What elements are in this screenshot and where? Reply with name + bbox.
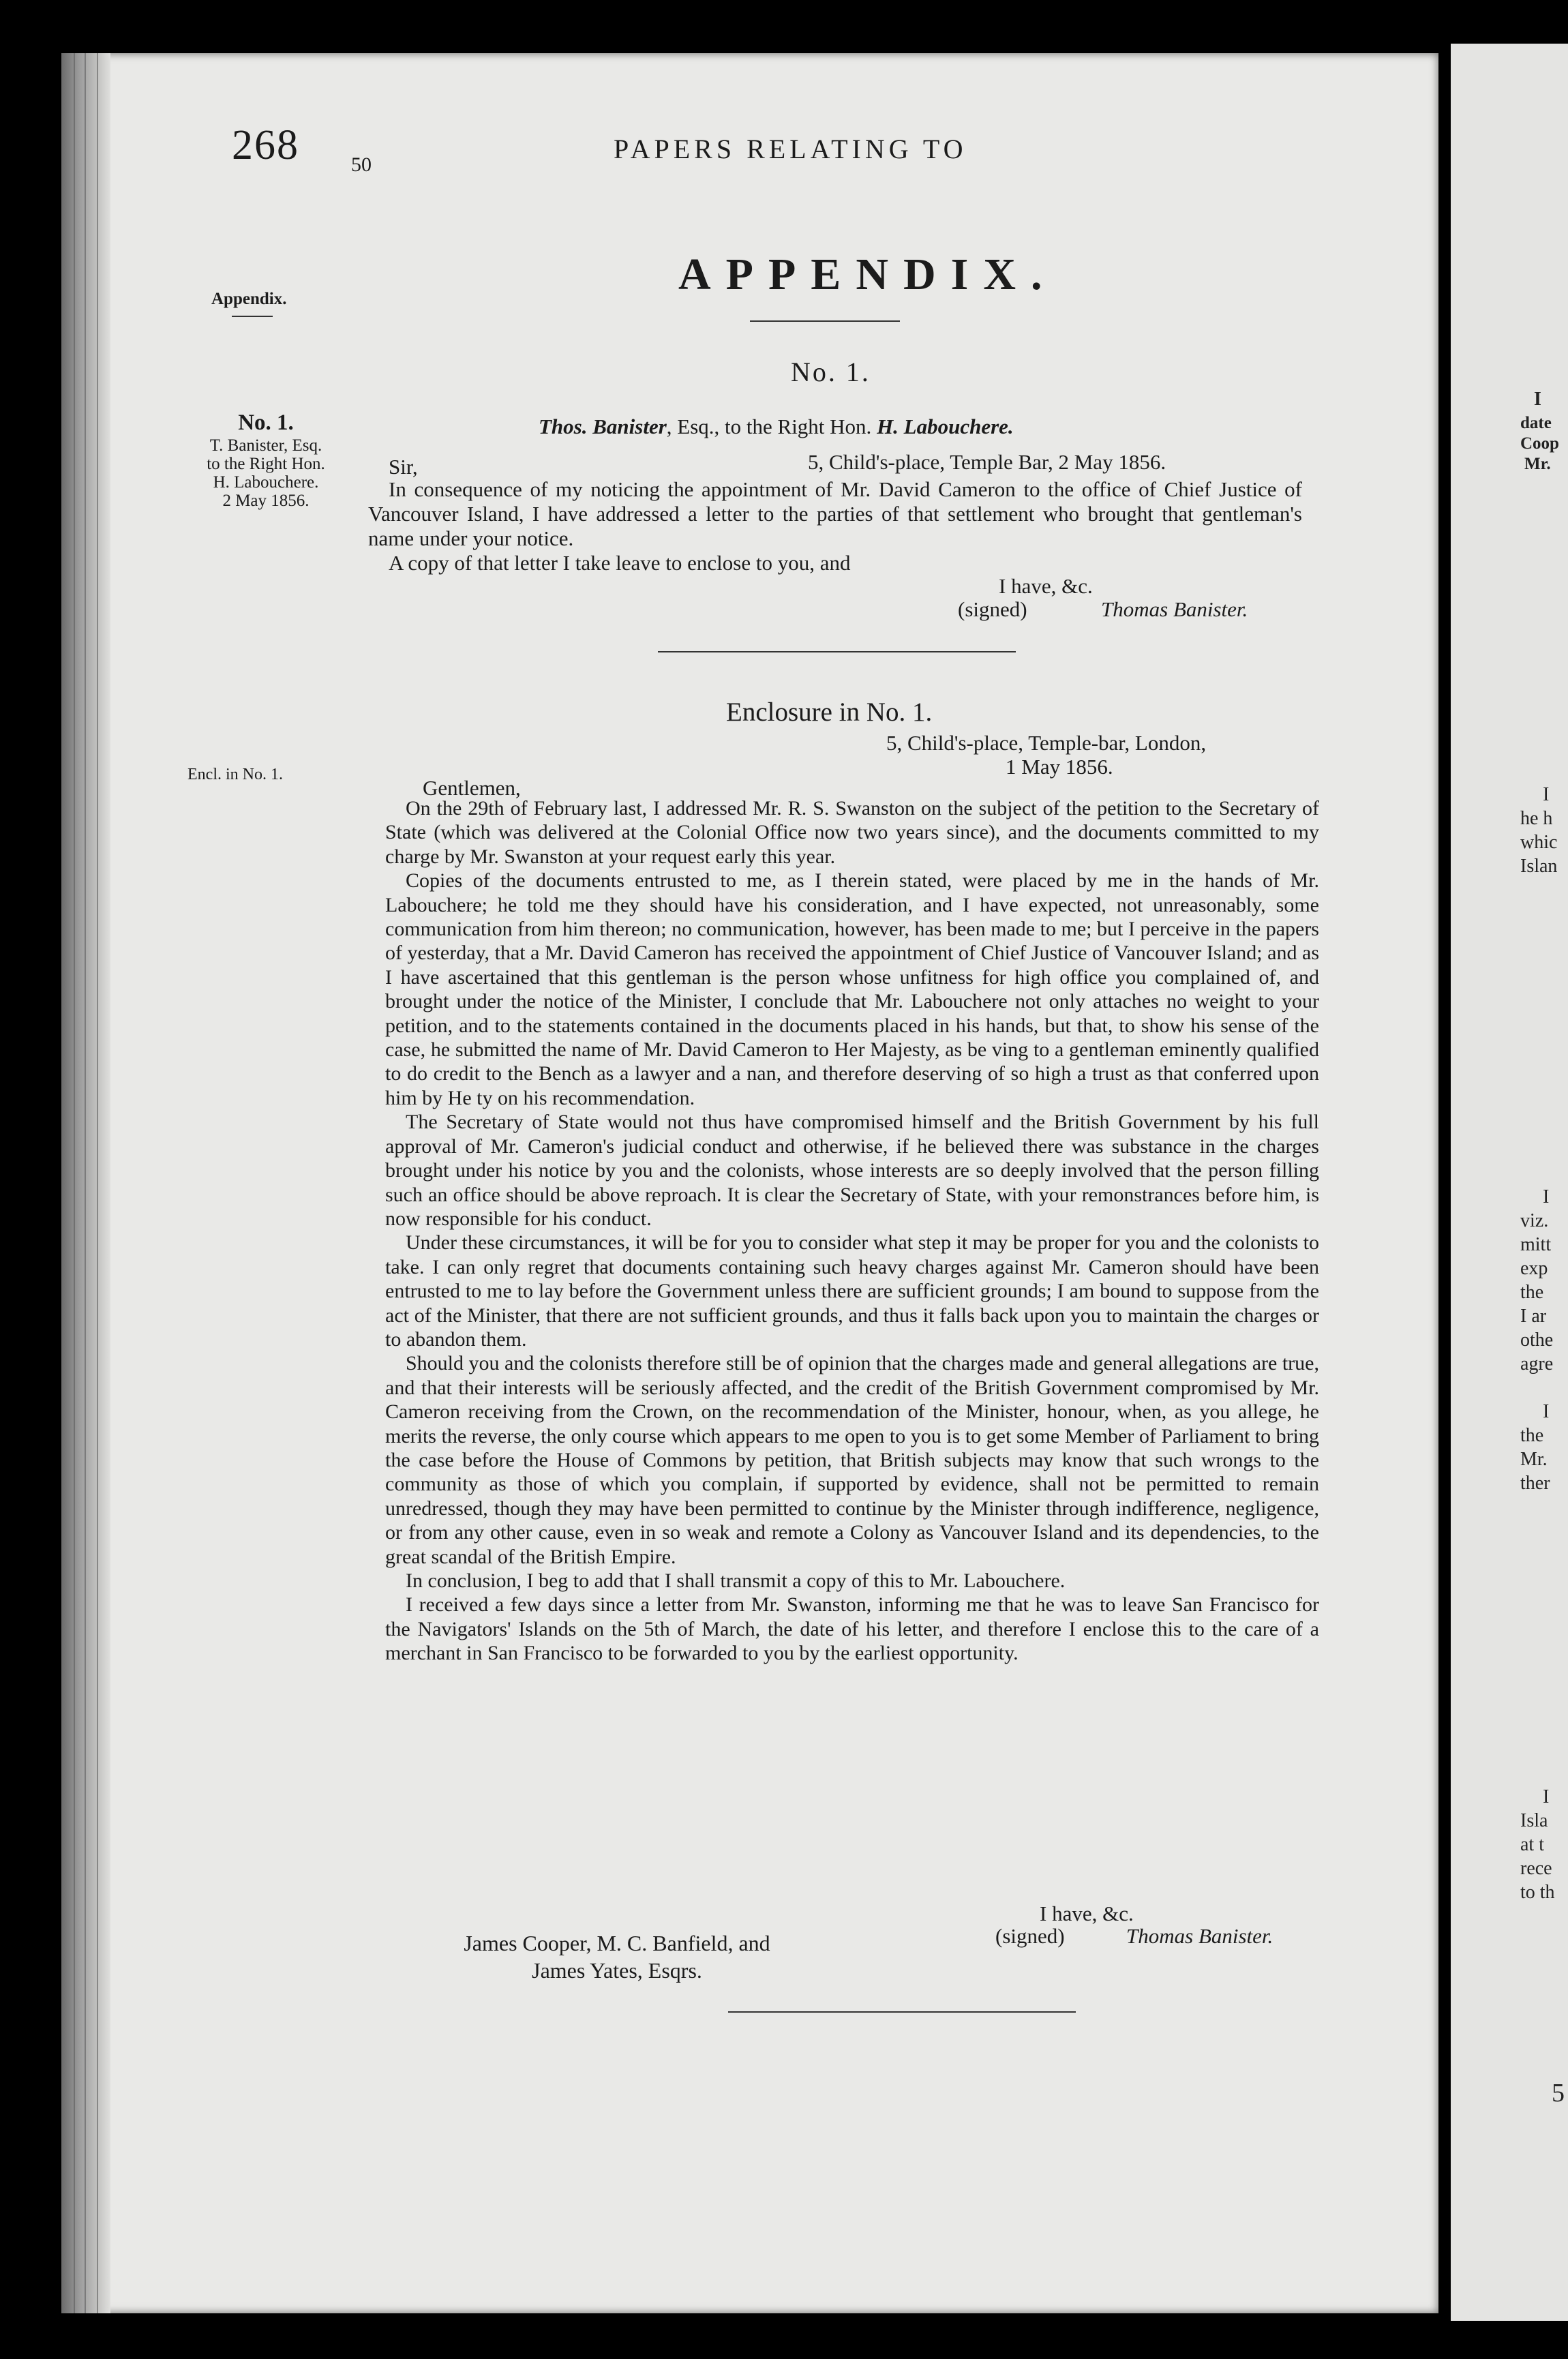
adjacent-text: I xyxy=(1534,389,1541,410)
letter-closing: I have, &c. xyxy=(999,574,1093,598)
margin-note-line: H. Labouchere. xyxy=(213,473,319,492)
page-number: 268 xyxy=(232,122,299,168)
letter-title-middle: , Esq., to the Right Hon. xyxy=(666,415,877,438)
section-title: APPENDIX. xyxy=(678,250,1057,299)
adjacent-text: othe xyxy=(1520,1329,1554,1351)
folio-number: 50 xyxy=(351,153,372,176)
adjacent-text: Mr. xyxy=(1520,1449,1548,1470)
enclosure-address: 5, Child's-place, Temple-bar, London, xyxy=(886,731,1207,755)
enclosure-paragraph: Copies of the documents entrusted to me, as I therein stated, were placed by me in the hands of Mr. Labouchere; he told me they should have his consideration, and I have expected, not unreasonably, some communication from him thereon; no communication, however, has been made to me; but I perceive in the papers of yesterday, that a Mr. David Cameron has received the appointment of Chief Justice of Vancouver Island; and as I have ascertained that this gentleman is the person whose unfitness for high office you complained of, and brought under the notice of the Minister, I conclude that Mr. Labouchere not only attaches no weight to your petition, and to the statements contained in the documents placed in his hands, but that, to show his sense of the case, he submitted the name of Mr. David Cameron to Her Majesty, as be ving to a gentleman eminently qualified to do credit to the Bench as a lawyer and a nan, and therefore deserving of so high a trust as that conferred upon him by He ty on his recommendation. xyxy=(385,869,1319,1109)
adjacent-text: Mr. xyxy=(1524,455,1551,473)
section-divider xyxy=(658,651,1016,652)
margin-rule xyxy=(232,316,273,317)
letter-title xyxy=(539,415,1014,439)
letter-salutation: Sir, xyxy=(389,455,418,479)
enclosure-paragraph: On the 29th of February last, I addressed Mr. R. S. Swanston on the subject of the petition to the Secretary of State (which was delivered at the Colonial Office now two years since), and the documents committed to my charge by Mr. Swanston at your request early this year. xyxy=(385,797,1319,868)
adjacent-text: Isla xyxy=(1520,1810,1548,1831)
margin-note-title: No. 1. xyxy=(238,410,294,435)
adjacent-text: the xyxy=(1520,1425,1544,1446)
adjacent-page-number: 5 xyxy=(1552,2079,1565,2107)
page-gutter xyxy=(61,53,110,2313)
adjacent-text: agre xyxy=(1520,1353,1554,1374)
title-rule xyxy=(750,320,900,322)
adjacent-text: viz. xyxy=(1520,1210,1549,1231)
adjacent-text: Coop xyxy=(1520,434,1559,453)
adjacent-text: at t xyxy=(1520,1834,1544,1855)
letter-signed-label: (signed) xyxy=(958,597,1027,621)
enclosure-paragraph: Under these circumstances, it will be for you to consider what step it may be proper for you and the colonists to take. I can only regret that documents containing such heavy charges against Mr. Cameron should have been entrusted to me to lay before the Government unless there are sufficient grounds; I am bound to suppose from the act of the Minister, that there are not sufficient grounds, and thus it falls back upon you to maintain the charges or to abandon them. xyxy=(385,1231,1319,1351)
letter-recipient: H. Labouchere. xyxy=(877,415,1014,438)
margin-enclosure-label: Encl. in No. 1. xyxy=(187,766,283,783)
enclosure-paragraph: The Secretary of State would not thus have compromised himself and the British Government by his full approval of Mr. Cameron's judicial conduct and otherwise, if he believed there was substance in the charges brought under his notice by you and the colonists, whose interests are so deeply involved that the person filling such an office should be above reproach. It is clear the Secretary of State, with your remonstrances before him, is now responsible for his conduct. xyxy=(385,1111,1319,1230)
addressee-line: James Cooper, M. C. Banfield, and xyxy=(464,1931,770,1955)
enclosure-date: 1 May 1856. xyxy=(1006,755,1113,779)
enclosure-salutation: Gentlemen, xyxy=(423,776,521,800)
running-header: PAPERS RELATING TO xyxy=(614,134,967,164)
adjacent-text: Islan xyxy=(1520,856,1558,877)
adjacent-text: to th xyxy=(1520,1882,1555,1903)
adjacent-text: mitt xyxy=(1520,1234,1552,1255)
adjacent-text: ther xyxy=(1520,1473,1550,1494)
letter-paragraph: A copy of that letter I take leave to enclose to you, and xyxy=(389,551,851,575)
letter-signature: Thomas Banister. xyxy=(1101,597,1248,621)
adjacent-text: he h xyxy=(1520,808,1553,829)
adjacent-text: I xyxy=(1543,784,1550,805)
enclosure-paragraph: In conclusion, I beg to add that I shall transmit a copy of this to Mr. Labouchere. xyxy=(406,1569,1066,1592)
adjacent-text: whic xyxy=(1520,832,1558,853)
enclosure-addressee xyxy=(426,1929,808,1984)
addressee-line: James Yates, Esqrs. xyxy=(532,1958,702,1983)
letter-sender: Thos. Banister xyxy=(539,415,667,438)
adjacent-text: date xyxy=(1520,414,1552,432)
adjacent-page xyxy=(1451,44,1568,2321)
adjacent-text: exp xyxy=(1520,1258,1548,1279)
enclosure-paragraph: Should you and the colonists therefore still be of opinion that the charges made and general allegations are true, and that their interests will be seriously affected, and the credit of the British Government compromised by Mr. Cameron receiving from the Crown, on the recommendation of the Minister, honour, when, as you allege, he merits the reverse, the only course which appears to me open to you is to get some Member of Parliament to bring the case before the House of Commons by petition, that British subjects may know that such wrongs to the community as those of which you complain, if supported by evidence, shall not be permitted to remain unredressed, though they may have been permitted to continue by the Minister through indifference, negligence, or from any other cause, even in so weak and remote a Colony as Vancouver Island and its dependencies, to the great scandal of the British Empire. xyxy=(385,1352,1319,1568)
adjacent-text: I xyxy=(1543,1186,1550,1207)
letter-address: 5, Child's-place, Temple Bar, 2 May 1856. xyxy=(808,450,1166,474)
adjacent-text: rece xyxy=(1520,1858,1552,1879)
margin-note xyxy=(170,409,361,510)
adjacent-text: I xyxy=(1543,1401,1550,1422)
letter-body xyxy=(368,477,1302,575)
margin-note-line: 2 May 1856. xyxy=(222,492,310,510)
letter-paragraph: In consequence of my noticing the appointment of Mr. David Cameron to the office of Chief Justice of Vancouver Island, I have addressed a letter to the parties of that settlement who brought that gentleman's name under your notice. xyxy=(368,477,1302,550)
adjacent-text: I ar xyxy=(1520,1306,1547,1327)
adjacent-text: I xyxy=(1543,1786,1550,1807)
enclosure-body xyxy=(385,796,1319,1666)
margin-note-line: to the Right Hon. xyxy=(207,455,325,473)
letter-heading: No. 1. xyxy=(791,357,871,387)
margin-appendix-label: Appendix. xyxy=(211,290,287,308)
adjacent-text: the xyxy=(1520,1282,1544,1303)
margin-note-line: T. Banister, Esq. xyxy=(209,436,322,455)
enclosure-signature: Thomas Banister. xyxy=(1126,1924,1273,1948)
enclosure-closing: I have, &c. xyxy=(1040,1902,1134,1925)
enclosure-signed-label: (signed) xyxy=(995,1924,1065,1948)
end-rule xyxy=(728,2011,1076,2013)
enclosure-heading: Enclosure in No. 1. xyxy=(726,697,933,727)
enclosure-paragraph: I received a few days since a letter from Mr. Swanston, informing me that he was to leave San Francisco for the Navigators' Islands on the 5th of March, the date of his letter, and therefore I enclose this to the care of a merchant in San Francisco to be forwarded to you by the earliest opportunity. xyxy=(385,1593,1319,1665)
